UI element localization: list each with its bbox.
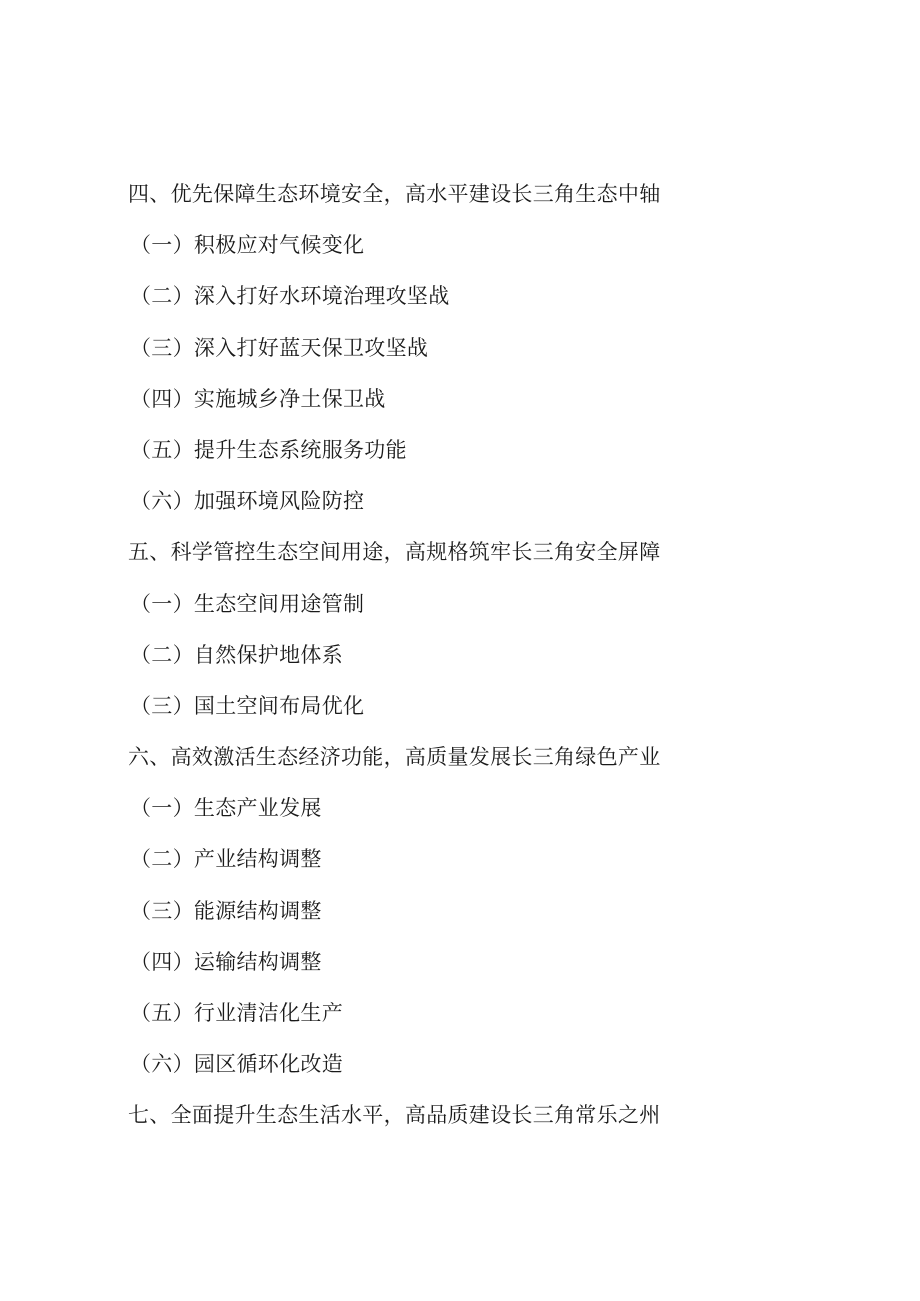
subsection-5-3: （三）国土空间布局优化	[130, 693, 365, 718]
subsection-6-2: （二）产业结构调整	[130, 847, 322, 872]
subsection-6-5: （五）行业清洁化生产	[130, 1001, 343, 1025]
section-heading-4: 四、优先保障生态环境安全，高水平建设长三角生态中轴	[128, 182, 661, 206]
subsection-6-1: （一）生态产业发展	[130, 796, 322, 821]
section-heading-5: 五、科学管控生态空间用途，高规格筑牢长三角安全屏障	[128, 540, 661, 565]
subsection-6-4: （四）运输结构调整	[130, 949, 322, 974]
subsection-4-4: （四）实施城乡净土保卫战	[130, 386, 386, 411]
subsection-4-1: （一）积极应对气候变化	[130, 233, 365, 258]
subsection-4-2: （二）深入打好水环境治理攻坚战	[130, 284, 450, 309]
subsection-4-6: （六）加强环境风险防控	[130, 489, 365, 514]
subsection-5-1: （一）生态空间用途管制	[130, 591, 365, 616]
subsection-4-5: （五）提升生态系统服务功能	[130, 437, 407, 462]
outline-list	[128, 172, 661, 1145]
section-heading-6: 六、高效激活生态经济功能，高质量发展长三角绿色产业	[128, 745, 661, 770]
subsection-6-6: （六）园区循环化改造	[130, 1052, 343, 1077]
section-heading-7: 七、全面提升生态生活水平，高品质建设长三角常乐之州	[128, 1103, 661, 1128]
subsection-6-3: （三）能源结构调整	[130, 898, 322, 923]
subsection-5-2: （二）自然保护地体系	[130, 642, 343, 667]
subsection-4-3: （三）深入打好蓝天保卫攻坚战	[130, 335, 429, 360]
